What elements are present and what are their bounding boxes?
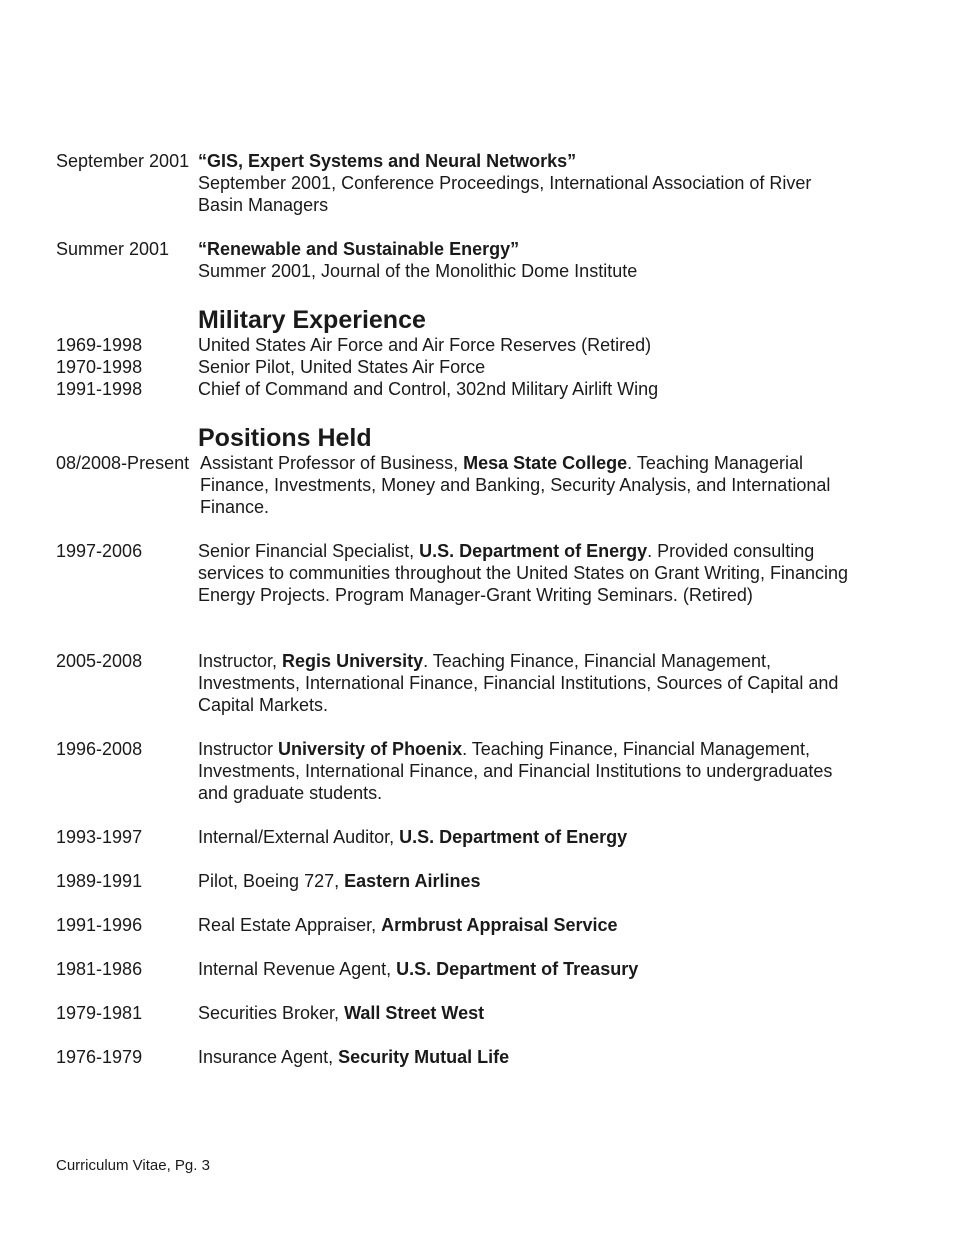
position-role: Internal/External Auditor, xyxy=(198,827,400,847)
position-body xyxy=(198,738,858,804)
publication-date: September 2001 xyxy=(56,151,190,171)
position-body xyxy=(198,540,858,606)
position-org: U.S. Department of Treasury xyxy=(396,959,639,979)
position-role: Internal Revenue Agent, xyxy=(198,959,397,979)
position-role: Instructor xyxy=(198,739,279,759)
position-body xyxy=(198,826,858,848)
position-role: Securities Broker, xyxy=(198,1003,345,1023)
position-date: 1997-2006 xyxy=(56,541,143,561)
military-date: 1991-1998 xyxy=(56,379,143,399)
position-date: 1989-1991 xyxy=(56,871,143,891)
position-role: Pilot, Boeing 727, xyxy=(198,871,345,891)
position-date: 08/2008-Present xyxy=(56,453,190,473)
page-footer: Curriculum Vitae, Pg. 3 xyxy=(56,1157,210,1174)
position-role: Real Estate Appraiser, xyxy=(198,915,382,935)
position-body xyxy=(198,958,858,980)
position-role: Insurance Agent, xyxy=(198,1047,339,1067)
military-date: 1970-1998 xyxy=(56,357,143,377)
military-text: Senior Pilot, United States Air Force xyxy=(198,357,486,377)
position-role: Instructor, xyxy=(198,651,283,671)
position-date: 1996-2008 xyxy=(56,739,143,759)
position-org: Mesa State College xyxy=(463,453,628,473)
positions-heading: Positions Held xyxy=(198,424,372,452)
position-org: Wall Street West xyxy=(344,1003,485,1023)
position-desc: . Teaching Finance, Financial Management, Investments, International Finance, and Financial Institutions to undergraduates and graduate students. xyxy=(198,739,833,803)
military-heading: Military Experience xyxy=(198,306,426,334)
publication-title: “GIS, Expert Systems and Neural Networks” xyxy=(198,151,577,171)
publication-body xyxy=(198,238,858,282)
position-org: U.S. Department of Energy xyxy=(419,541,648,561)
position-date: 1979-1981 xyxy=(56,1003,143,1023)
publication-detail: Summer 2001, Journal of the Monolithic Dome Institute xyxy=(198,261,638,281)
position-desc: . Teaching Managerial Finance, Investments, Money and Banking, Security Analysis, and International Finance. xyxy=(200,453,831,517)
position-date: 1993-1997 xyxy=(56,827,143,847)
position-org: U.S. Department of Energy xyxy=(399,827,628,847)
position-body xyxy=(198,1046,858,1068)
publication-title: “Renewable and Sustainable Energy” xyxy=(198,239,520,259)
position-body xyxy=(198,1002,858,1024)
position-org: University of Phoenix xyxy=(278,739,463,759)
publication-detail: September 2001, Conference Proceedings, International Association of River Basin Managers xyxy=(198,173,812,215)
military-text: United States Air Force and Air Force Reserves (Retired) xyxy=(198,335,652,355)
position-date: 1981-1986 xyxy=(56,959,143,979)
position-org: Security Mutual Life xyxy=(338,1047,510,1067)
military-text: Chief of Command and Control, 302nd Military Airlift Wing xyxy=(198,379,659,399)
position-role: Senior Financial Specialist, xyxy=(198,541,420,561)
position-date: 2005-2008 xyxy=(56,651,143,671)
position-desc: . Provided consulting services to communities throughout the United States on Grant Writing, Financing Energy Projects. Program Manager-Grant Writing Seminars. (Retired) xyxy=(198,541,848,605)
position-body xyxy=(198,914,858,936)
position-org: Armbrust Appraisal Service xyxy=(381,915,618,935)
military-date: 1969-1998 xyxy=(56,335,143,355)
position-body xyxy=(198,650,858,716)
position-org: Regis University xyxy=(282,651,424,671)
publication-date: Summer 2001 xyxy=(56,239,170,259)
position-desc: . Teaching Finance, Financial Management, Investments, International Finance, Financial Institutions, Sources of Capital and Capital Markets. xyxy=(198,651,839,715)
publication-body xyxy=(198,150,858,216)
position-body xyxy=(198,870,858,892)
position-role: Assistant Professor of Business, xyxy=(200,453,464,473)
position-date: 1991-1996 xyxy=(56,915,143,935)
position-body xyxy=(200,452,860,518)
position-date: 1976-1979 xyxy=(56,1047,143,1067)
position-org: Eastern Airlines xyxy=(344,871,481,891)
